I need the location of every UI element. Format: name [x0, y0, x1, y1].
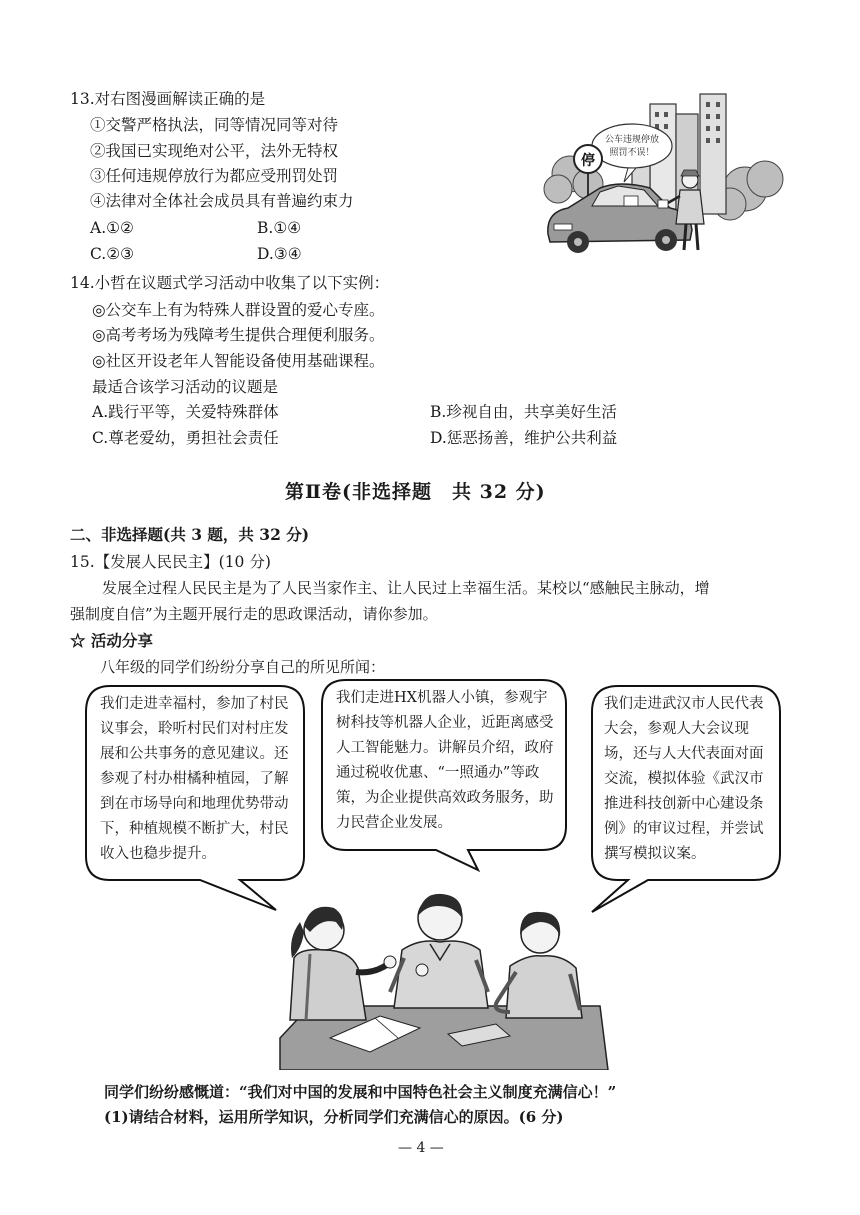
q13-item-3: ③任何违规停放行为都应受刑罚处罚	[90, 167, 339, 185]
share-intro: 八年级的同学们纷纷分享自己的所见所闻：	[100, 658, 386, 676]
q13-item-1: ①交警严格执法，同等情况同等对待	[90, 116, 339, 134]
conclusion-quote: 同学们纷纷感慨道：“我们对中国的发展和中国特色社会主义制度充满信心！”	[104, 1083, 617, 1101]
part2-title: 第Ⅱ卷(非选择题 共 32 分)	[285, 481, 546, 503]
q13-item-2: ②我国已实现绝对公平，法外无特权	[90, 142, 339, 160]
q13-stem: 13.对右图漫画解读正确的是	[70, 90, 266, 108]
section-heading: 二、非选择题(共 3 题，共 32 分)	[70, 525, 310, 544]
q14-option-b[interactable]: B.珍视自由，共享美好生活	[430, 403, 617, 421]
activity-heading: ☆ 活动分享	[70, 631, 153, 650]
sub-question-1: (1)请结合材料，运用所学知识，分析同学们充满信心的原因。(6 分)	[104, 1108, 564, 1126]
q13-item-4: ④法律对全体社会成员具有普遍约束力	[90, 192, 354, 210]
q14-example-3: ◎社区开设老年人智能设备使用基础课程。	[92, 352, 385, 370]
q14-stem: 14.小哲在议题式学习活动中收集了以下实例：	[70, 274, 390, 292]
speech-bubble-village	[80, 682, 310, 912]
svg-text:公车违规停放: 公车违规停放	[604, 135, 660, 145]
q14-option-d[interactable]: D.惩恶扬善，维护公共利益	[430, 429, 618, 447]
q15-intro-line1: 发展全过程人民民主是为了人民当家作主、让人民过上幸福生活。某校以“感触民主脉动，增	[102, 579, 710, 597]
traffic-police-cartoon	[540, 84, 785, 264]
q14-option-a[interactable]: A.践行平等，关爱特殊群体	[92, 403, 279, 421]
speech-bubble-robot-town	[318, 676, 570, 872]
q14-example-2: ◎高考考场为残障考生提供合理便利服务。	[92, 326, 385, 344]
q14-question: 最适合该学习活动的议题是	[92, 378, 279, 396]
q15-heading: 15.【发展人民民主】(10 分)	[70, 553, 271, 571]
q14-option-c[interactable]: C.尊老爱幼，勇担社会责任	[92, 429, 279, 447]
speech-bubble-congress	[588, 682, 784, 914]
bubble-text-village: 我们走进幸福村，参加了村民议事会，聆听村民们对村庄发展和公共事务的意见建议。还参观了村办柑橘种植园，了解到在市场导向和地理优势带动下，种植规模不断扩大，村民收入也稳步提升。	[100, 696, 289, 862]
svg-text:停: 停	[581, 153, 595, 169]
q13-option-d[interactable]: D.③④	[257, 245, 302, 263]
students-discussion-illustration	[270, 888, 610, 1070]
page-number: — 4 —	[398, 1140, 444, 1156]
q14-example-1: ◎公交车上有为特殊人群设置的爱心专座。	[92, 301, 385, 319]
q13-option-b[interactable]: B.①④	[257, 219, 302, 237]
bubble-text-congress: 我们走进武汉市人民代表大会，参观人大会议现场，还与人大代表面对面交流，模拟体验《武汉市推进科技创新中心建设条例》的审议过程，并尝试撰写模拟议案。	[604, 696, 764, 862]
q15-intro-line2: 强制度自信”为主题开展行走的思政课活动，请你参加。	[70, 605, 438, 623]
q13-option-a[interactable]: A.①②	[90, 219, 134, 237]
bubble-text-robot-town: 我们走进HX机器人小镇，参观宇树科技等机器人企业，近距离感受人工智能魅力。讲解员介绍，政府通过税收优惠、“一照通办”等政策，为企业提供高效政务服务，助力民营企业发展。	[336, 690, 554, 831]
q13-option-c[interactable]: C.②③	[90, 245, 135, 263]
svg-text:照罚不误！: 照罚不误！	[609, 148, 655, 158]
